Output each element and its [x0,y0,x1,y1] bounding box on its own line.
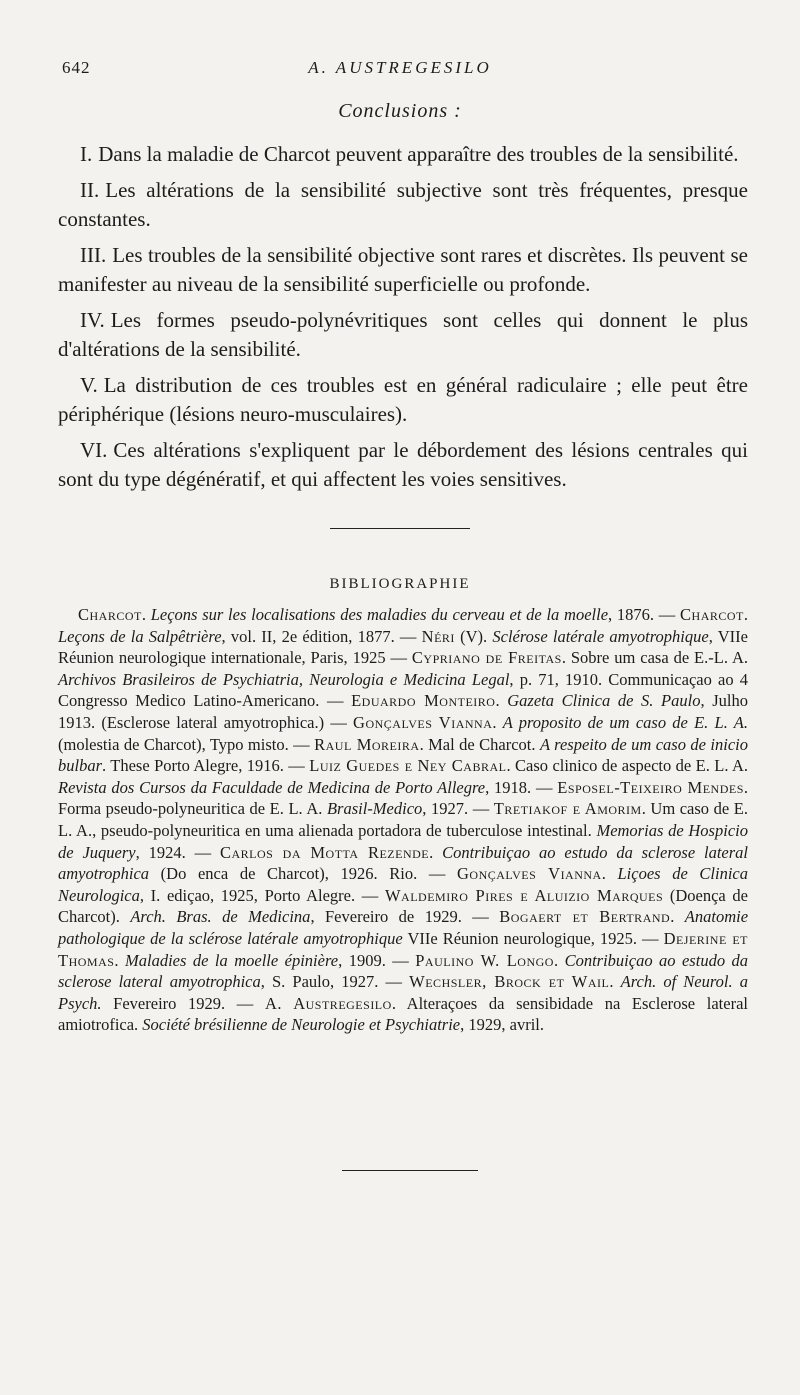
citation-text: , vol. II, 2e édition, 1877. — [221,626,422,646]
conclusion-text: Ces altérations s'expliquent par le débordement des lésions centrales qui sont du type dégénératif, et qui affectent les voies sensitives. [58,438,748,491]
citation-text: , 1927. — [422,799,494,819]
citation-text: , 1924. — [135,842,220,862]
citation-text: . Sobre um casa de E.-L. A. [561,648,748,668]
citation-text: . [141,605,151,624]
citation-text: (Doença de Charcot). [58,885,748,927]
citation-text: . [601,864,618,884]
citation-text: . These Porto Alegre, 1916. — [102,756,310,776]
work-title: Contribuiçao ao estudo da sclerose lateral amyotrophica [58,950,749,992]
work-title: Maladies de la moelle épinière [125,950,339,970]
author-name: Cypriano de Freitas [411,648,562,668]
author-name: Charcot [680,605,744,624]
conclusion-number: VI. [80,438,108,462]
section-divider [330,528,470,529]
citation-text: , I. ediçao, 1925, Porto Alegre. — [139,885,385,905]
work-title: Sclérose latérale amyotrophique [492,626,709,646]
work-title: Revista dos Cursos da Faculdade de Medicina de Porto Allegre [58,777,486,797]
citation-text: (molestia de Charcot), Typo misto. — [58,734,315,754]
author-name: Charcot [78,605,142,624]
citation-text: , 1929, avril. [460,1015,545,1035]
conclusion-number: III. [80,243,107,267]
citation-text: . Alteraçoes da sensibidade na Esclerose lateral amiotrofica. [58,993,748,1035]
author-name: Bogaert et Bertrand [499,907,671,927]
conclusion-text: Les troubles de la sensibilité objective sont rares et discrètes. Ils peuvent se manifester au niveau de la sensibilité superficielle ou profonde. [58,243,748,296]
citation-text: . [495,691,508,711]
running-head: A. AUSTREGESILO [308,58,492,77]
citation-text: . Caso clinico de aspecto de E. L. A. [506,756,749,776]
citation-text: , Julho 1913. (Esclerose lateral amyotrophica.) — [58,691,748,732]
conclusion-number: V. [80,373,98,397]
bibliography-title: BIBLIOGRAPHIE [329,576,471,592]
bibliography-body [58,604,748,1036]
author-name: Néri [421,626,455,646]
work-title: Archivos Brasileiros de Psychiatria, Neurologia e Medicina Legal [58,669,510,689]
page-header [62,58,738,82]
conclusion-number: IV. [80,308,105,332]
citation-text: . [553,950,565,970]
conclusion-text: La distribution de ces troubles est en général radiculaire ; elle peut être périphérique (lésions neuro-musculaires). [58,373,748,426]
conclusion-text: Les altérations de la sensibilité subjective sont très fréquentes, presque constantes. [58,178,748,231]
citation-text: , 1876. — [608,605,681,624]
conclusion-item [58,140,748,169]
author-name: A. Austregesilo [264,993,392,1013]
work-title: Memorias de Hospicio de Juquery [58,820,748,862]
page-number: 642 [62,58,91,77]
citation-text: , 1918. — [485,777,558,797]
citation-text: , p. 71, 1910. Communicaçao ao 4 Congresso Medico Latino-Americano. — [58,669,748,711]
work-title: A respeito de um caso de inicio bulbar [58,734,748,776]
citation-text: . Mal de Charcot. [419,734,540,754]
citation-text: , S. Paulo, 1927. — [260,972,410,992]
work-title: Leçons sur les localisations des maladies du cerveau et de la moelle [150,605,609,624]
author-name: Raul Moreira [314,734,420,754]
work-title: Anatomie pathologique de la sclérose latérale amyotrophique [58,907,749,948]
citation-text: (V). [454,626,493,646]
citation-text: , Fevereiro de 1929. — [310,907,500,927]
citation-text: Fevereiro 1929. — [101,993,265,1013]
section-title: Conclusions : [338,100,462,122]
author-name: Gonçalves Vianna [353,712,493,732]
conclusion-number: I. [80,142,93,166]
citation-text: . Forma pseudo-polyneuritica de E. L. A. [58,777,749,819]
citation-text: , 1909. — [338,950,416,970]
author-name: Carlos da Motta Rezende [219,842,430,862]
work-title: Arch. of Neurol. a Psych. [58,972,749,1013]
citation-text: , VIIe Réunion neurologique internationale, Paris, 1925 — [58,626,748,668]
citation-text: . [743,605,749,624]
author-name: Eduardo Monteiro [351,691,496,711]
work-title: Brasil-Medico [326,799,423,819]
conclusion-text: Dans la maladie de Charcot peuvent apparaître des troubles de la sensibilité. [98,142,739,166]
conclusion-item [58,306,748,364]
citation-text: VIIe Réunion neurologique, 1925. — [402,928,664,948]
author-name: Wechsler, Brock et Wail [409,972,610,992]
conclusion-item [58,371,748,429]
citation-text: . Um caso de E. L. A., pseudo-polyneuritica en uma alienada portadora de tuberculose intestinal. [58,799,748,840]
citation-text: . [670,907,685,927]
work-title: Société brésilienne de Neurologie et Psychiatrie [142,1015,461,1035]
citation-text: . [609,972,621,992]
work-title: Gazeta Clinica de S. Paulo [507,691,701,711]
end-divider [342,1170,478,1171]
citation-text: . [429,842,443,862]
author-name: Dejerine et Thomas [58,928,748,970]
author-name: Gonçalves Vianna [457,864,602,884]
work-title: A proposito de um caso de E. L. A. [502,712,748,732]
conclusion-item [58,176,748,234]
author-name: Esposel-Teixeiro Mendes [557,777,744,797]
bibliography-paragraph [58,604,748,1036]
conclusions-list [58,140,748,501]
work-title: Arch. Bras. de Medicina [130,907,311,927]
work-title: Leçons de la Salpêtrière [58,626,222,646]
conclusion-text: Les formes pseudo-polynévritiques sont celles qui donnent le plus d'altérations de la sensibilité. [58,308,748,361]
author-name: Tretiakof e Amorim [493,799,642,819]
author-name: Paulino W. Longo [415,950,554,970]
author-name: Waldemiro Pires e Aluizio Marques [384,885,664,905]
conclusion-number: II. [80,178,100,202]
author-name: Luiz Guedes e Ney Cabral [309,756,507,776]
citation-text: . [114,950,126,970]
work-title: Liçoes de Clinica Neurologica [58,864,748,905]
conclusion-item [58,241,748,299]
citation-text: . [492,712,503,732]
conclusion-item [58,436,748,494]
citation-text: (Do enca de Charcot), 1926. Rio. — [149,864,457,884]
work-title: Contribuiçao ao estudo da sclerose lateral amyotrophica [58,842,749,884]
